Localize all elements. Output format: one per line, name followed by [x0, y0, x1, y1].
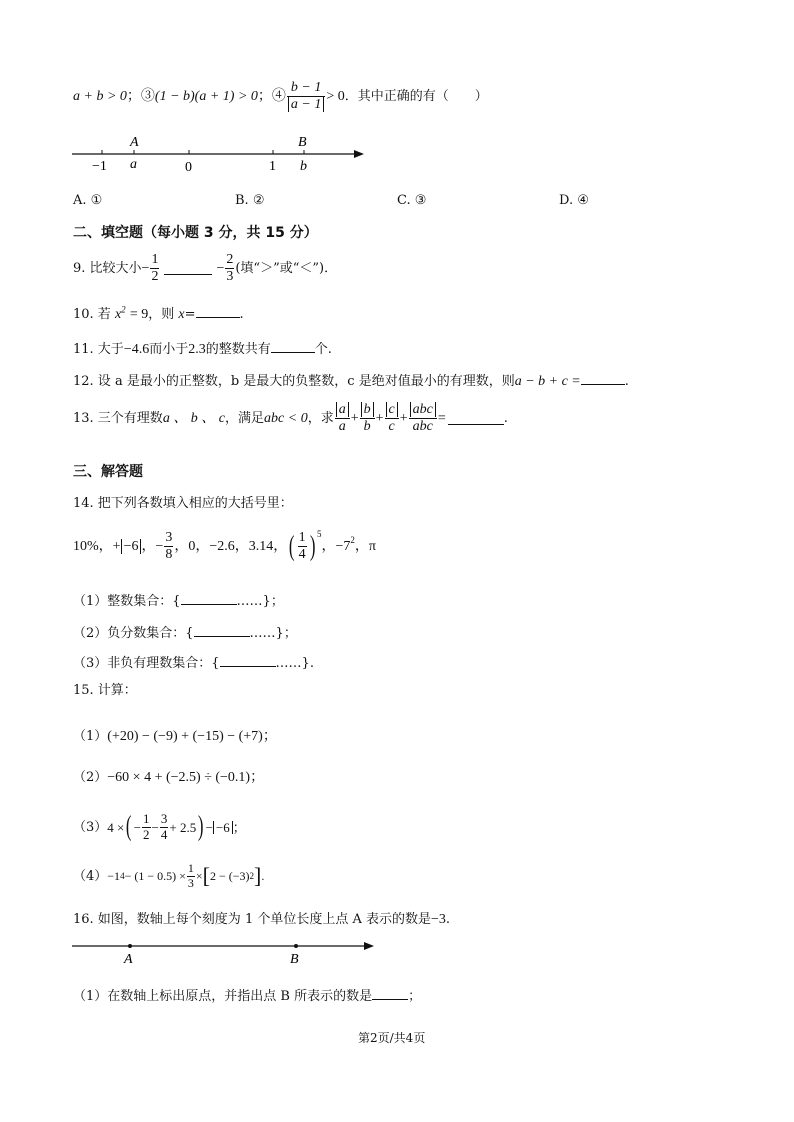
q11-v1: −4.6 — [123, 342, 150, 357]
q14-n1: 10%， — [73, 538, 113, 554]
q13-frac-b: $\frac{b}{b}$ — [360, 402, 375, 435]
q14-sub2-close: }； — [275, 626, 297, 641]
q13-frac-c: $\frac{c}{c}$ — [385, 402, 399, 435]
q8-tick-label-neg1: −1 — [92, 159, 107, 174]
q14-n2: ， — [141, 538, 156, 554]
q14-numbers: 10%， + −6 ， − $\frac{3}{8}$ ，0，−2.6，3.14， ( $\frac{1}{4}$ ) $^5$ ， −7 $^2$ ，π — [73, 529, 376, 563]
q8-frac-num: b − 1 — [287, 80, 325, 97]
q14-power: 5 — [316, 529, 322, 539]
q13-ask: ，求 — [307, 411, 334, 427]
q8-statements-line — [73, 80, 488, 113]
q8-tick-label-0: 0 — [185, 160, 192, 175]
q14-sub2-blank[interactable] — [194, 624, 250, 637]
q13-end: . — [503, 411, 508, 427]
q9-frac-1 — [150, 252, 159, 285]
q8-label-B: B — [298, 135, 307, 150]
q16-sub1-end: ； — [408, 989, 422, 1004]
q13-vars: a 、 b 、 c — [162, 410, 226, 426]
q14-n6-exp: 2 — [350, 535, 355, 545]
q12-expr: a − b + c = — [514, 374, 581, 389]
q13-prefix: 13. 三个有理数 — [73, 411, 163, 427]
q14-frac-3-8-num: 3 — [164, 530, 173, 547]
q14-prompt: 14. 把下列各数填入相应的大括号里： — [73, 496, 293, 511]
q11-mid: 而小于 — [149, 342, 189, 357]
q8-fraction — [287, 80, 325, 113]
q8-label-A: A — [130, 135, 139, 150]
q16-prompt-text: 16. 如图，数轴上每个刻度为 1 个单位长度上点 A 表示的数是 — [73, 912, 431, 927]
q8-tick-label-a: a — [130, 157, 137, 172]
q10-eq2: = — [184, 307, 196, 322]
q11-end: 个. — [314, 342, 332, 357]
q14-sub2-dots: …… — [249, 626, 276, 641]
q8-statement-3: (1 − b)(a + 1) > 0 — [154, 88, 258, 104]
q16-point-B — [294, 944, 298, 948]
q12 — [73, 372, 629, 389]
q12-text: 12. 设 a 是最小的正整数，b 是最大的负整数，c 是绝对值最小的有理数，则 — [73, 374, 515, 389]
q8-option-c[interactable]: C. ③ — [397, 193, 427, 208]
q14-n6: −7 — [335, 538, 351, 554]
q14-n4: ，0，−2.6，3.14， — [174, 538, 288, 554]
q14-sub3-blank[interactable] — [220, 654, 276, 667]
q9-frac-1-num: 1 — [150, 252, 159, 269]
q8-option-a[interactable]: A. ① — [73, 193, 103, 208]
q14-frac-1-4-num: 1 — [298, 530, 307, 547]
q14-n5: ， — [321, 538, 336, 554]
q10-var: x — [178, 307, 185, 322]
q12-answer-blank[interactable] — [581, 372, 625, 385]
q16-label-B: B — [290, 952, 299, 967]
q14-n7: ，π — [354, 538, 376, 554]
q15-sub2-label: （2） — [73, 770, 108, 785]
q16-sub1 — [73, 987, 421, 1003]
q8-sep2: ；④ — [257, 88, 286, 104]
q14-sub3-close: }. — [301, 656, 314, 671]
q10-eq: = 9 — [129, 307, 149, 322]
q14-sub2 — [73, 624, 297, 640]
q9-frac-2-den: 3 — [226, 269, 234, 285]
q11-answer-blank[interactable] — [271, 340, 315, 353]
q15-sub4-label: （4） — [73, 868, 108, 884]
q15-sub3-expr: 4 × ( − $\frac{1}{2}$ − $\frac{3}{4}$ + 2.5 ) − −6 ； — [107, 811, 246, 843]
q8-tick-label-1: 1 — [269, 159, 276, 174]
q13-cond-text: ，满足 — [225, 411, 265, 427]
q9-frac-1-den: 2 — [151, 269, 159, 285]
page-footer: 第2页/共4页 — [358, 1031, 426, 1045]
q13-frac-abc: $\frac{\text{abc}}{\text{abc}}$ — [409, 402, 437, 435]
q8-option-d[interactable]: D. ④ — [559, 193, 589, 208]
q9: 9. 比较大小 − $\frac{1}{2}$ − $\frac{2}{3}$ (填“＞”或“＜”)． — [73, 252, 338, 285]
q10: 10. 若 $x^2 = 9$，则 x= . — [73, 304, 244, 322]
q9-frac-2 — [225, 252, 234, 285]
q15-sub4 — [73, 862, 264, 891]
q10-mid: ，则 — [148, 307, 175, 322]
q11-tail: 的整数共有 — [205, 342, 271, 357]
q14-sub1-dots: …… — [236, 594, 263, 609]
q16-val: −3 — [431, 912, 446, 927]
q14-sub2-label: （2）负分数集合：{ — [73, 626, 194, 641]
q12-end: . — [624, 374, 629, 389]
q9-suffix: (填“＞”或“＜”)． — [235, 261, 338, 277]
q14-frac-1-4 — [298, 530, 307, 563]
q13-answer-blank[interactable] — [448, 412, 504, 425]
q8-tail: ．其中正确的有（ ） — [344, 88, 488, 104]
q14-frac-1-4-den: 4 — [298, 547, 306, 563]
q14-sub1-close: }； — [262, 594, 284, 609]
q14-sub3-dots: …… — [275, 656, 302, 671]
q10-prefix: 10. 若 — [73, 307, 111, 322]
q15-sub3 — [73, 812, 246, 843]
q15-prompt: 15. 计算： — [73, 683, 137, 698]
q14-frac-3-8 — [164, 530, 173, 563]
q9-answer-blank[interactable] — [164, 262, 212, 275]
q8-tick-label-b: b — [300, 159, 307, 174]
q8-axis-arrow — [354, 150, 364, 158]
q11-v2: 2.3 — [188, 342, 206, 357]
section3-title: 三、解答题 — [73, 464, 143, 480]
q9-prefix: 9. 比较大小 — [73, 261, 142, 277]
q11 — [73, 340, 332, 357]
q15-sub4-expr: −1 4 − (1 − 0.5) × $\frac{1}{3}$ × [ 2 − (−3) 2 ] . — [107, 861, 265, 890]
q8-number-line — [68, 130, 378, 178]
q16-axis-arrow — [364, 942, 374, 950]
q9-frac-2-num: 2 — [225, 252, 234, 269]
q16-sub1-blank[interactable] — [372, 987, 408, 1000]
q15-sub2-expr: −60 × 4 + (−2.5) ÷ (−0.1)； — [107, 770, 265, 785]
q14-sub1-blank[interactable] — [181, 592, 237, 605]
q15-sub2 — [73, 771, 264, 785]
q15-sub1 — [73, 730, 277, 744]
q16-number-line — [68, 936, 388, 970]
q15-sub1-expr: (+20) − (−9) + (−15) − (+7)； — [107, 729, 277, 744]
q16-end: . — [445, 912, 451, 927]
q14-sub1 — [73, 592, 284, 608]
q13-frac-a: $\frac{a}{a}$ — [335, 402, 350, 435]
q8-option-b[interactable]: B. ② — [235, 193, 265, 208]
q13-cond: abc < 0 — [264, 410, 308, 426]
q8-statement-2: a + b > 0 — [73, 88, 127, 104]
q13: 13. 三个有理数 a 、 b 、 c ，满足 abc < 0 ，求 $\frac{a}{a}$ + $\frac{b}{b}$ + $\frac{c}{c}$ + $\frac{\text{abc}}{\text{abc}}$ = . — [73, 402, 508, 435]
q10-answer-blank[interactable] — [196, 305, 240, 318]
q14-frac-3-8-den: 8 — [165, 547, 173, 563]
q8-statement-4-rel: > 0 — [326, 88, 345, 104]
q8-sep1: ；③ — [126, 88, 155, 104]
q14-sub3 — [73, 654, 314, 670]
q14-sub3-label: （3）非负有理数集合：{ — [73, 656, 220, 671]
q14-sub1-label: （1）整数集合：{ — [73, 594, 181, 609]
q16-prompt — [73, 913, 450, 927]
q11-prefix: 11. 大于 — [73, 342, 124, 357]
q16-sub1-text: （1）在数轴上标出原点，并指出点 B 所表示的数是 — [73, 989, 373, 1004]
q10-end: . — [239, 307, 244, 322]
q16-label-A: A — [124, 952, 133, 967]
q15-sub3-label: （3） — [73, 819, 108, 835]
q15-sub1-label: （1） — [73, 729, 108, 744]
q8-frac-den: a − 1 — [288, 97, 324, 112]
q16-point-A — [128, 944, 132, 948]
section2-title: 二、填空题（每小题 3 分，共 15 分） — [73, 225, 318, 241]
